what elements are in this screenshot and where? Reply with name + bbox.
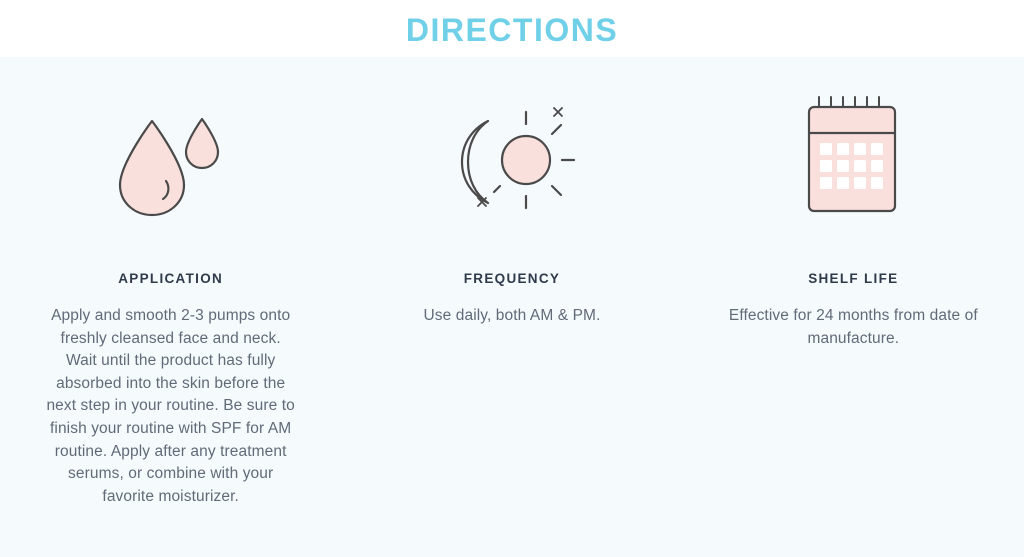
calendar-icon: [793, 89, 913, 229]
section-header: [0, 0, 1024, 57]
column-body: Effective for 24 months from date of manufacture.: [728, 307, 978, 347]
column-frequency: [341, 89, 682, 508]
column-body: Use daily, both AM & PM.: [423, 307, 601, 324]
column-shelf-life: [683, 89, 1024, 508]
directions-columns: [0, 57, 1024, 508]
column-heading: FREQUENCY: [463, 271, 561, 286]
droplets-icon: [106, 89, 236, 229]
page-title: DIRECTIONS: [405, 11, 619, 48]
directions-panel: [0, 57, 1024, 557]
column-heading: SHELF LIFE: [808, 271, 899, 286]
column-heading: APPLICATION: [118, 271, 224, 286]
sun-moon-icon: [442, 89, 582, 229]
column-body: Apply and smooth 2-3 pumps onto freshly cleansed face and neck. Wait until the product has fully absorbed into the skin before the next step in your routine. Be sure to finish your routine with SPF for AM routine. Apply after any treatment serums, or combine with your favorite moisturizer.: [46, 307, 295, 505]
column-application: [0, 89, 341, 508]
